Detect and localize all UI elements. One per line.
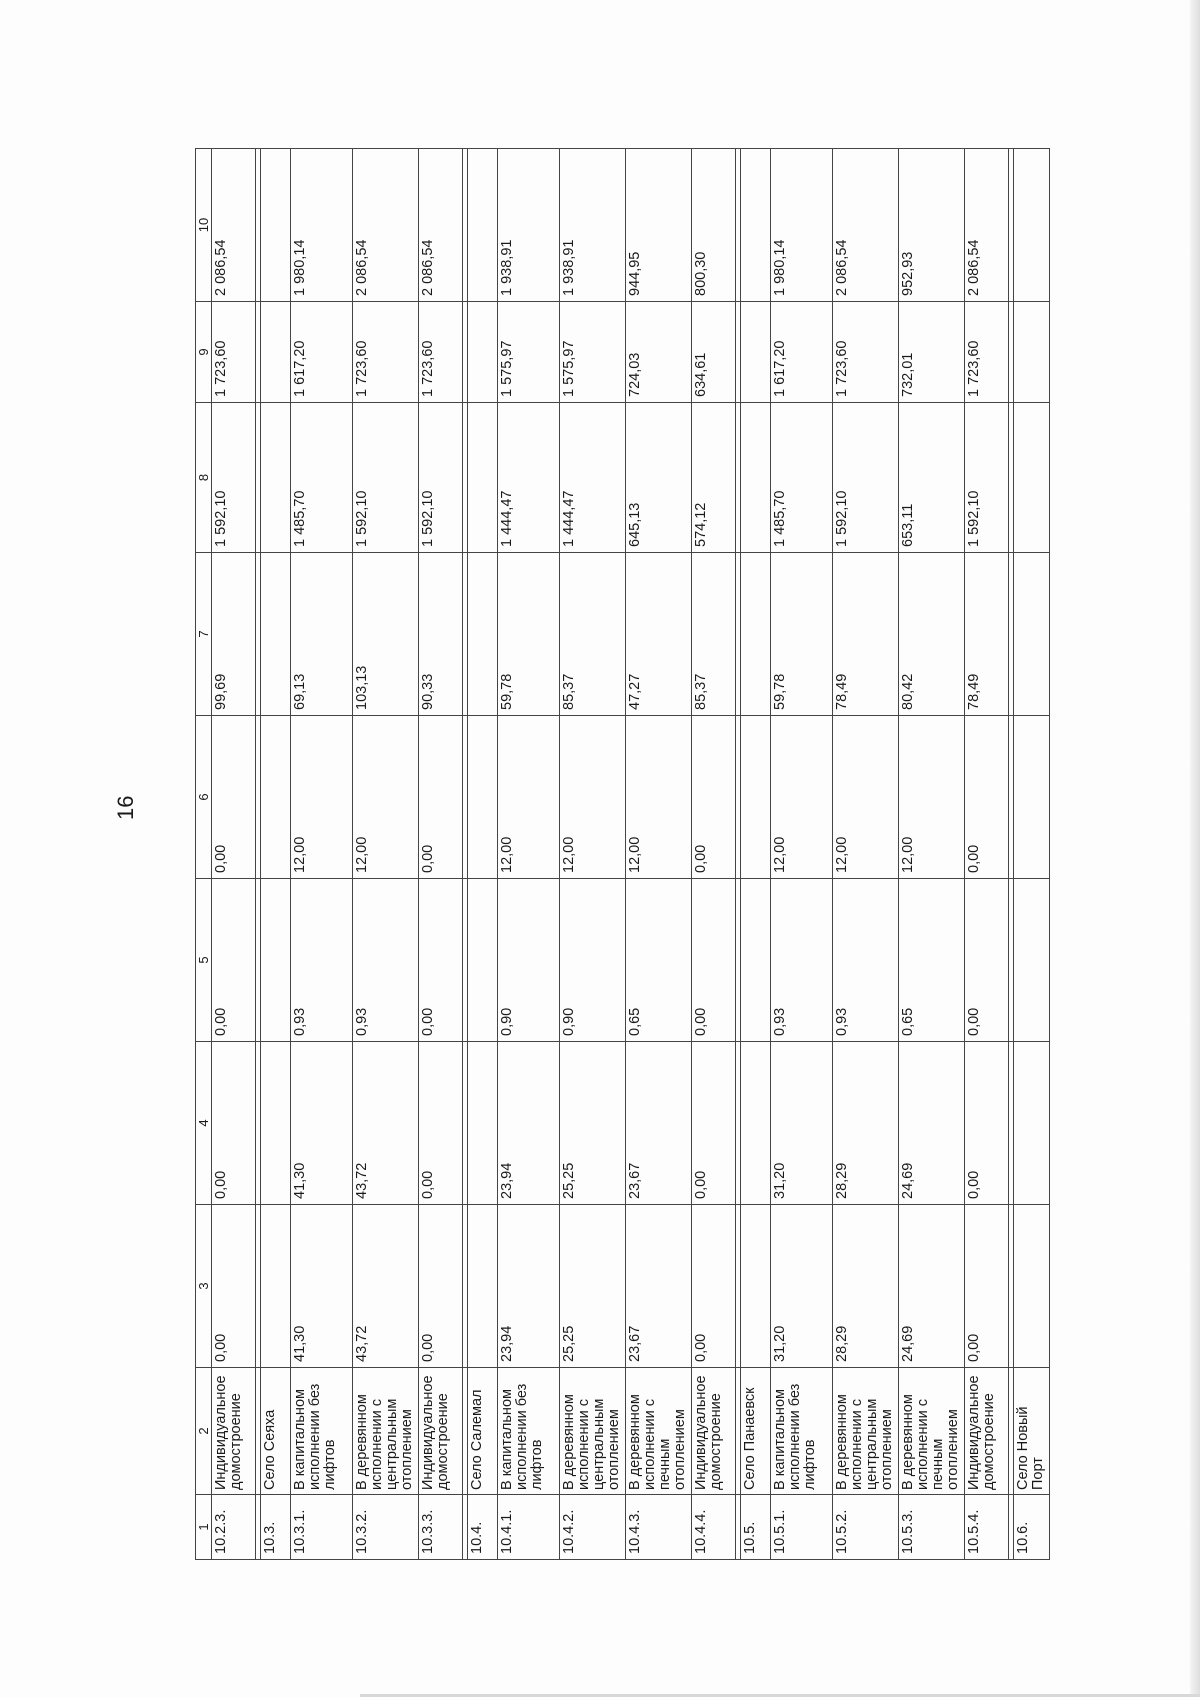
column-header: 9 [196,302,212,403]
value-cell: 41,30 [291,1042,353,1205]
row-description: Село Сеяха [261,1368,291,1495]
row-description: Индивидуальное домостроение [692,1368,736,1495]
section-row [1014,149,1050,1560]
value-cell: 0,93 [771,879,833,1042]
row-code: 10.4.4. [692,1495,736,1560]
tariff-table [195,148,1050,1560]
value-cell [1014,302,1050,403]
row-code: 10.2.3. [212,1495,256,1560]
value-cell [1014,553,1050,716]
value-cell: 0,93 [291,879,353,1042]
value-cell: 1 980,14 [291,149,353,302]
row-description: В деревянном исполнении с печным отоплением [626,1368,692,1495]
table-row [498,149,560,1560]
row-code: 10.5. [741,1495,771,1560]
value-cell: 0,00 [212,1205,256,1368]
value-cell: 0,90 [560,879,626,1042]
value-cell [1014,1205,1050,1368]
value-cell: 1 723,60 [833,302,899,403]
value-cell: 85,37 [692,553,736,716]
value-cell [1014,879,1050,1042]
value-cell: 653,11 [899,403,965,553]
value-cell: 31,20 [771,1205,833,1368]
value-cell: 1 592,10 [833,403,899,553]
row-description: Индивидуальное домостроение [212,1368,256,1495]
value-cell: 0,93 [353,879,419,1042]
value-cell: 0,00 [692,1042,736,1205]
value-cell: 1 592,10 [419,403,463,553]
value-cell: 23,67 [626,1205,692,1368]
value-cell: 0,00 [419,716,463,879]
value-cell: 12,00 [291,716,353,879]
table-row [560,149,626,1560]
row-description: В капитальном исполнении без лифтов [771,1368,833,1495]
value-cell: 0,90 [498,879,560,1042]
column-header: 4 [196,1042,212,1205]
value-cell: 0,65 [899,879,965,1042]
value-cell: 732,01 [899,302,965,403]
value-cell: 0,65 [626,879,692,1042]
value-cell [468,403,498,553]
section-row [741,149,771,1560]
value-cell: 43,72 [353,1205,419,1368]
value-cell [1014,1042,1050,1205]
value-cell [741,879,771,1042]
value-cell [261,1205,291,1368]
row-code: 10.3. [261,1495,291,1560]
value-cell: 0,00 [212,879,256,1042]
value-cell: 103,13 [353,553,419,716]
row-code: 10.5.3. [899,1495,965,1560]
row-description: Индивидуальное домостроение [965,1368,1009,1495]
column-header: 3 [196,1205,212,1368]
value-cell: 2 086,54 [833,149,899,302]
value-cell: 1 592,10 [965,403,1009,553]
value-cell: 0,00 [212,716,256,879]
value-cell: 0,00 [692,1205,736,1368]
value-cell: 24,69 [899,1042,965,1205]
value-cell [468,1042,498,1205]
value-cell: 1 592,10 [212,403,256,553]
row-description: Индивидуальное домостроение [419,1368,463,1495]
value-cell: 28,29 [833,1042,899,1205]
value-cell [468,553,498,716]
value-cell: 12,00 [560,716,626,879]
row-description: Село Панаевск [741,1368,771,1495]
row-description: В деревянном исполнении с центральным отоплением [833,1368,899,1495]
value-cell: 25,25 [560,1042,626,1205]
row-code: 10.4.2. [560,1495,626,1560]
row-description: В капитальном исполнении без лифтов [498,1368,560,1495]
value-cell [261,879,291,1042]
value-cell: 12,00 [498,716,560,879]
value-cell: 1 938,91 [560,149,626,302]
value-cell: 59,78 [498,553,560,716]
value-cell: 80,42 [899,553,965,716]
value-cell: 12,00 [353,716,419,879]
value-cell: 78,49 [965,553,1009,716]
page-number: 16 [113,795,138,820]
value-cell: 28,29 [833,1205,899,1368]
value-cell: 78,49 [833,553,899,716]
value-cell: 0,00 [692,879,736,1042]
value-cell [261,553,291,716]
value-cell [1014,403,1050,553]
value-cell: 12,00 [626,716,692,879]
section-row [468,149,498,1560]
row-description: В деревянном исполнении с печным отоплением [899,1368,965,1495]
value-cell [468,149,498,302]
column-header: 2 [196,1368,212,1495]
column-header: 8 [196,403,212,553]
value-cell: 944,95 [626,149,692,302]
table-row [291,149,353,1560]
value-cell: 0,00 [692,716,736,879]
value-cell: 1 575,97 [560,302,626,403]
row-description: В капитальном исполнении без лифтов [291,1368,353,1495]
row-code: 10.5.4. [965,1495,1009,1560]
table-row [419,149,463,1560]
value-cell: 85,37 [560,553,626,716]
value-cell: 1 723,60 [353,302,419,403]
value-cell: 23,67 [626,1042,692,1205]
row-code: 10.4.1. [498,1495,560,1560]
value-cell: 2 086,54 [212,149,256,302]
value-cell: 23,94 [498,1042,560,1205]
value-cell: 99,69 [212,553,256,716]
value-cell [1014,716,1050,879]
value-cell: 2 086,54 [965,149,1009,302]
value-cell: 41,30 [291,1205,353,1368]
value-cell: 0,00 [965,716,1009,879]
value-cell: 0,00 [419,879,463,1042]
value-cell: 23,94 [498,1205,560,1368]
row-code: 10.6. [1014,1495,1050,1560]
value-cell: 1 723,60 [965,302,1009,403]
value-cell: 0,00 [419,1042,463,1205]
table-row [965,149,1009,1560]
value-cell: 1 723,60 [419,302,463,403]
value-cell: 634,61 [692,302,736,403]
value-cell [261,403,291,553]
value-cell: 43,72 [353,1042,419,1205]
value-cell: 0,00 [419,1205,463,1368]
column-header: 5 [196,879,212,1042]
value-cell: 1 938,91 [498,149,560,302]
value-cell: 1 980,14 [771,149,833,302]
value-cell: 12,00 [899,716,965,879]
value-cell: 0,00 [965,879,1009,1042]
value-cell: 574,12 [692,403,736,553]
value-cell [741,403,771,553]
value-cell: 1 575,97 [498,302,560,403]
section-row [261,149,291,1560]
value-cell: 1 444,47 [560,403,626,553]
value-cell [741,149,771,302]
value-cell: 1 723,60 [212,302,256,403]
value-cell [741,553,771,716]
value-cell: 25,25 [560,1205,626,1368]
value-cell: 0,00 [965,1205,1009,1368]
table-row [353,149,419,1560]
column-header: 7 [196,553,212,716]
value-cell [741,302,771,403]
value-cell: 0,93 [833,879,899,1042]
row-code: 10.3.2. [353,1495,419,1560]
column-header: 10 [196,149,212,302]
column-number-row [196,149,212,1560]
value-cell [261,716,291,879]
value-cell: 1 485,70 [291,403,353,553]
column-header: 1 [196,1495,212,1560]
value-cell: 952,93 [899,149,965,302]
table-row [626,149,692,1560]
value-cell: 800,30 [692,149,736,302]
value-cell: 69,13 [291,553,353,716]
value-cell: 724,03 [626,302,692,403]
row-description: Село Новый Порт [1014,1368,1050,1495]
value-cell: 24,69 [899,1205,965,1368]
value-cell: 0,00 [965,1042,1009,1205]
value-cell [741,1205,771,1368]
row-code: 10.5.2. [833,1495,899,1560]
value-cell [261,1042,291,1205]
value-cell: 1 617,20 [291,302,353,403]
value-cell [468,302,498,403]
value-cell: 2 086,54 [419,149,463,302]
row-code: 10.4. [468,1495,498,1560]
value-cell: 1 444,47 [498,403,560,553]
rotated-table-container [195,150,1090,1560]
value-cell [468,1205,498,1368]
row-code: 10.3.3. [419,1495,463,1560]
table-row [692,149,736,1560]
value-cell [261,302,291,403]
value-cell: 645,13 [626,403,692,553]
value-cell [741,1042,771,1205]
row-description: В деревянном исполнении с центральным отоплением [560,1368,626,1495]
table-body [196,149,1050,1560]
scan-edge [1190,0,1200,1697]
table-row [771,149,833,1560]
table-row [833,149,899,1560]
value-cell: 1 617,20 [771,302,833,403]
table-row [212,149,256,1560]
value-cell: 31,20 [771,1042,833,1205]
value-cell [1014,149,1050,302]
value-cell [468,879,498,1042]
table-row [899,149,965,1560]
value-cell [468,716,498,879]
row-code: 10.3.1. [291,1495,353,1560]
value-cell [261,149,291,302]
value-cell [741,716,771,879]
value-cell: 0,00 [212,1042,256,1205]
value-cell: 2 086,54 [353,149,419,302]
row-description: Село Салемал [468,1368,498,1495]
value-cell: 47,27 [626,553,692,716]
value-cell: 59,78 [771,553,833,716]
column-header: 6 [196,716,212,879]
row-code: 10.5.1. [771,1495,833,1560]
value-cell: 90,33 [419,553,463,716]
value-cell: 1 485,70 [771,403,833,553]
row-code: 10.4.3. [626,1495,692,1560]
value-cell: 1 592,10 [353,403,419,553]
value-cell: 12,00 [833,716,899,879]
row-description: В деревянном исполнении с центральным отоплением [353,1368,419,1495]
value-cell: 12,00 [771,716,833,879]
